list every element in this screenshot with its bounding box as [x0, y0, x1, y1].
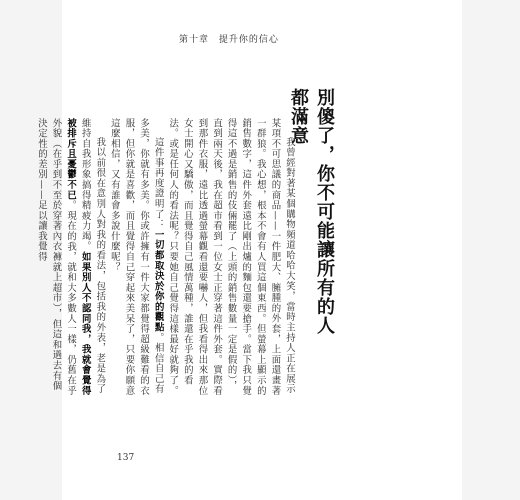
body-text — [35, 118, 296, 400]
paragraph-3-emphasis: 如果別人不認同我，我就會覺得被排斥且憂鬱不已 — [65, 118, 91, 396]
paragraph-2-emphasis: 一切都取決於你的觀點 — [152, 229, 164, 333]
chapter-title: 提升你的信心 — [218, 35, 279, 45]
page-number: 137 — [117, 453, 135, 463]
paragraph-1-text: 我曾經對著某個購物頻道哈哈大笑，當時主持人正在展示某項不可思議的商品——一件肥大、臃腫的外套，上面還畫著一群狼。我心想，根本不會有人買這個東西。但螢幕上顯示的銷售數字，這件外套遠比剛出爐的麵包還要搶手。當下我只覺得這不過是銷售的伎倆罷了（上頭的銷售數量一定是假的），直到兩天後，我在超市看到一位女士正穿著這件外套。實際看到那件衣服，遠比透過螢幕觀看還要嚇人，但我看得出來那位女士開心又驕傲，而且覺得自己風情萬種，誰還在乎我的看法。或是任何人的看法呢？只要她自己覺得這樣最好就夠了。 — [167, 118, 295, 396]
paragraph-2 — [106, 118, 164, 400]
running-header — [179, 32, 279, 45]
paragraph-3-tail: 。現在的我，就和大多數人一樣，仍舊在乎外貌（在乎到不至於穿著內衣褲就上超市），但這和過去有個決定性的差別——足以讓我覺得 — [35, 118, 77, 396]
paragraph-1 — [165, 118, 296, 400]
paragraph-3-text: 我以前很在意別人對我的看法，包括我的外表，老是為了維持自我形象搞得精疲力竭。 — [79, 118, 106, 395]
chapter-label: 第十章 — [179, 35, 210, 45]
paragraph-2-text: 這件事再度證明了： — [152, 136, 164, 230]
paragraph-2-tail: 。相信自己有多美，你就有多美。你或許擁有一件大家都覺得超級難看的衣服，但你就是喜歡，而且覺得自己穿起來美呆了，只要你願意這麼相信，又有誰會多說什麼呢？ — [108, 118, 164, 396]
paragraph-3 — [33, 118, 106, 400]
section-title: 別傻了，你不可能讓所有的人都滿意 — [288, 88, 335, 335]
